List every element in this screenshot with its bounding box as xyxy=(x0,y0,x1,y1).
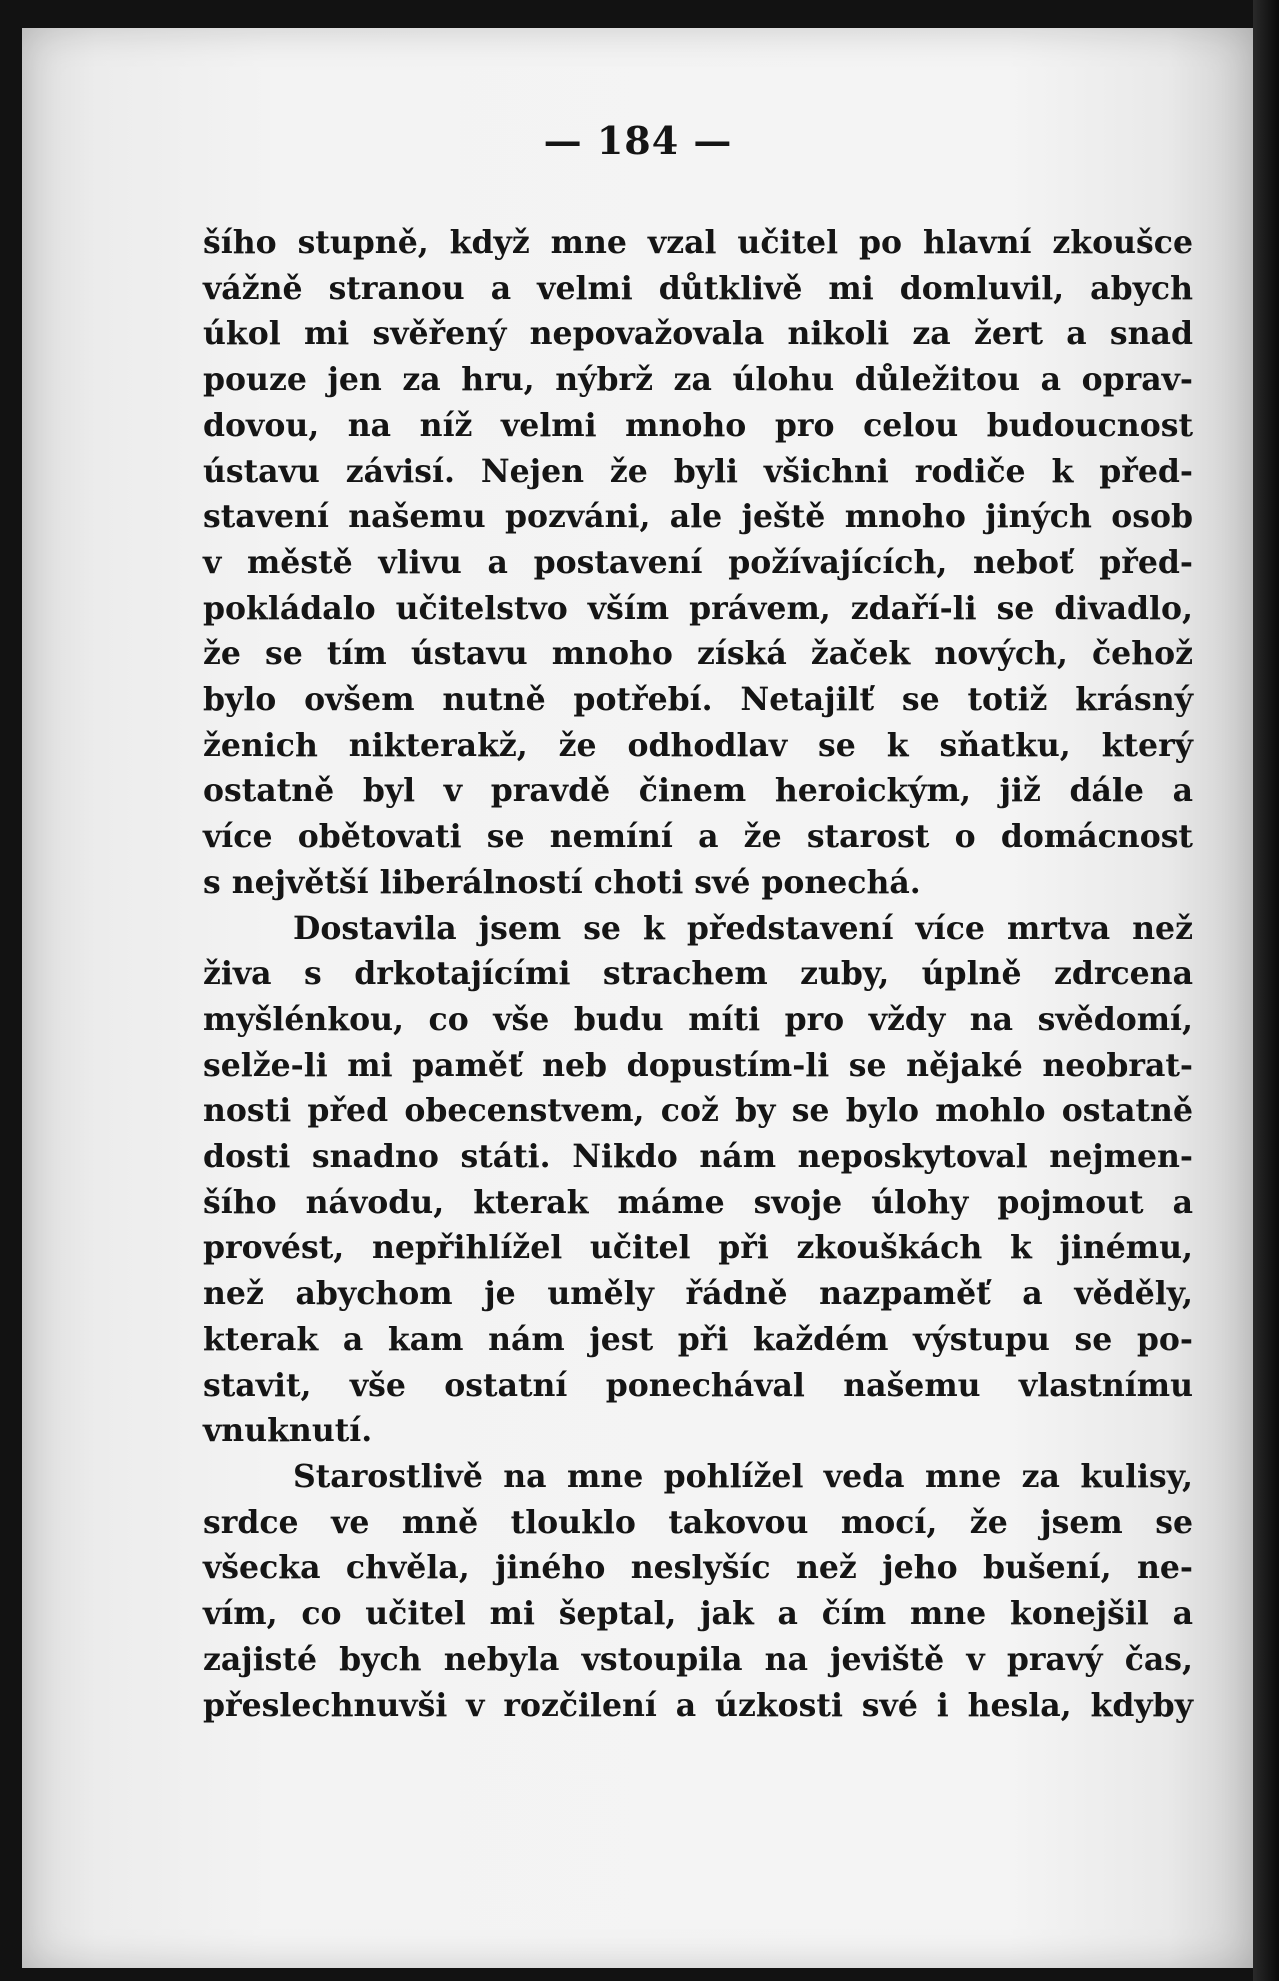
text-line: myšlénkou, co vše budu míti pro vždy na svědomí, xyxy=(203,1000,1193,1038)
text-line: bylo ovšem nutně potřebí. Netajilť se totiž krásný xyxy=(203,681,1193,719)
text-line: více obětovati se nemíní a že starost o domácnost xyxy=(203,818,1193,856)
text-line: vážně stranou a velmi důtklivě mi domluvil, abych xyxy=(203,269,1193,307)
text-line: všecka chvěla, jiného neslyšíc než jeho bušení, ne- xyxy=(203,1549,1193,1587)
text-line: provést, nepřihlížel učitel při zkouškách k jinému, xyxy=(203,1229,1193,1267)
text-line: vnuknutí. xyxy=(203,1412,373,1450)
text-line: živa s drkotajícími strachem zuby, úplně zdrcena xyxy=(203,955,1193,993)
text-line: přeslechnuvši v rozčilení a úzkosti své i hesla, kdyby xyxy=(203,1686,1193,1724)
page-number: — 184 — xyxy=(543,118,733,163)
text-line: Starostlivě na mne pohlížel veda mne za kulisy, xyxy=(293,1457,1193,1495)
text-line: stavit, vše ostatní ponechával našemu vlastnímu xyxy=(203,1366,1193,1404)
body-text xyxy=(203,220,1193,1728)
scan-edge-shadow xyxy=(1253,0,1279,1981)
text-line: dovou, na níž velmi mnoho pro celou budoucnost xyxy=(203,406,1193,444)
text-line: než abychom je uměly řádně nazpaměť a věděly, xyxy=(203,1275,1193,1313)
text-line: pouze jen za hru, nýbrž za úlohu důležitou a oprav- xyxy=(203,361,1193,399)
text-line: s největší liberálností choti své ponechá. xyxy=(203,863,921,901)
text-line: srdce ve mně tlouklo takovou mocí, že jsem se xyxy=(203,1503,1193,1541)
text-line: šího návodu, kterak máme svoje úlohy pojmout a xyxy=(203,1183,1193,1221)
paragraph-3 xyxy=(203,1454,1193,1728)
text-line: šího stupně, když mne vzal učitel po hlavní zkoušce xyxy=(203,224,1193,261)
text-line: stavení našemu pozváni, ale ještě mnoho jiných osob xyxy=(203,498,1193,536)
text-line: ostatně byl v pravdě činem heroickým, již dále a xyxy=(203,772,1193,810)
text-line: zajisté bych nebyla vstoupila na jeviště v pravý čas, xyxy=(203,1640,1193,1678)
text-line: selže-li mi paměť neb dopustím-li se nějaké neobrat- xyxy=(203,1046,1193,1084)
text-line: dosti snadno státi. Nikdo nám neposkytoval nejmen- xyxy=(203,1138,1193,1176)
text-line: nosti před obecenstvem, což by se bylo mohlo ostatně xyxy=(203,1092,1193,1130)
text-line: úkol mi svěřený nepovažovala nikoli za žert a snad xyxy=(203,315,1193,353)
text-line: pokládalo učitelstvo vším právem, zdaří-li se divadlo, xyxy=(203,589,1193,627)
text-line: v městě vlivu a postavení požívajících, neboť před- xyxy=(203,543,1193,581)
text-line: vím, co učitel mi šeptal, jak a čím mne konejšil a xyxy=(203,1595,1193,1633)
paragraph-1 xyxy=(203,220,1193,906)
paragraph-2 xyxy=(203,906,1193,1454)
text-line: kterak a kam nám jest při každém výstupu se po- xyxy=(203,1320,1193,1358)
text-line: Dostavila jsem se k představení více mrtva než xyxy=(293,909,1193,947)
text-line: ústavu závisí. Nejen že byli všichni rodiče k před- xyxy=(203,452,1193,490)
text-line: ženich nikterakž, že odhodlav se k sňatku, který xyxy=(203,726,1193,764)
book-page xyxy=(22,28,1254,1968)
text-line: že se tím ústavu mnoho získá žaček nových, čehož xyxy=(203,635,1193,673)
